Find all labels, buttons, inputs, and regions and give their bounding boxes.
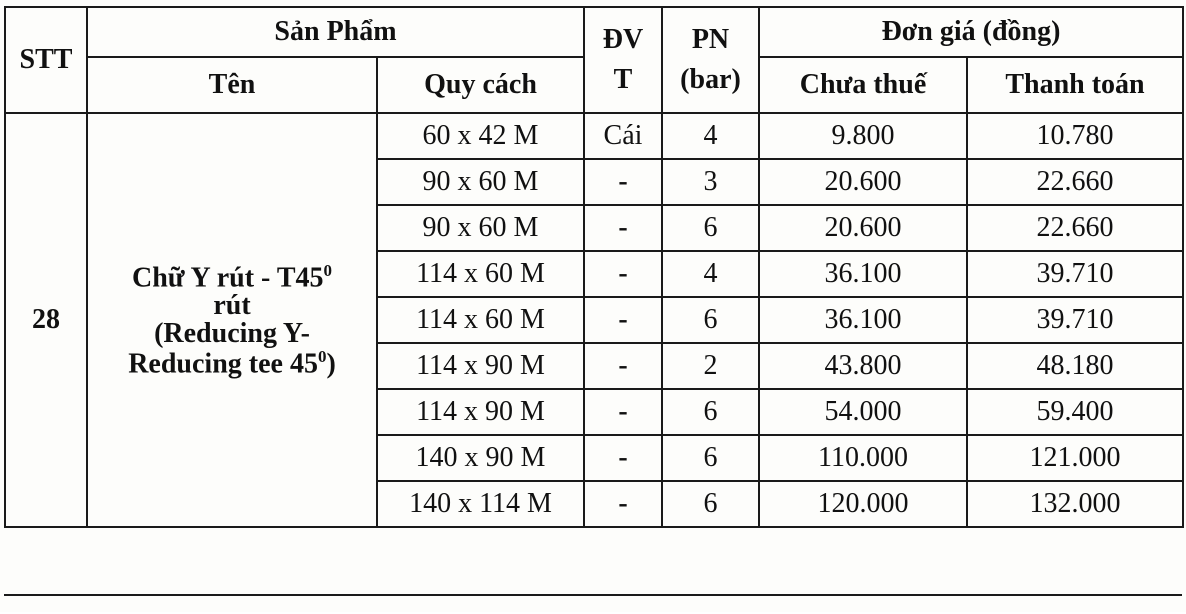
header-price-pre-tax: Chưa thuế (759, 57, 967, 113)
row-unit: - (584, 205, 662, 251)
product-name-line3: (Reducing Y- (154, 318, 310, 349)
row-pn: 6 (662, 297, 759, 343)
product-name-line1-text: Chữ Y rút - T45 (131, 262, 324, 293)
row-unit: - (584, 435, 662, 481)
header-product-group: Sản Phẩm (87, 7, 584, 57)
row-spec: 114 x 90 M (377, 343, 584, 389)
row-price-pre-tax: 20.600 (759, 159, 967, 205)
product-name-line1 (88, 262, 376, 292)
row-unit: Cái (584, 113, 662, 159)
product-name-line2: rút (213, 290, 251, 321)
row-spec: 114 x 60 M (377, 251, 584, 297)
row-price-pre-tax: 9.800 (759, 113, 967, 159)
row-pn: 4 (662, 251, 759, 297)
row-price-total: 10.780 (967, 113, 1183, 159)
row-price-total: 48.180 (967, 343, 1183, 389)
row-price-pre-tax: 20.600 (759, 205, 967, 251)
header-pn (662, 7, 759, 113)
product-name-line4-tail: ) (326, 348, 336, 380)
row-pn: 6 (662, 481, 759, 527)
row-unit: - (584, 297, 662, 343)
header-name: Tên (87, 57, 377, 113)
row-price-pre-tax: 54.000 (759, 389, 967, 435)
row-unit: - (584, 481, 662, 527)
product-name-line4-sup: 0 (317, 347, 327, 366)
row-spec: 114 x 60 M (377, 297, 584, 343)
row-price-total: 39.710 (967, 297, 1183, 343)
row-spec: 140 x 90 M (377, 435, 584, 481)
row-price-total: 132.000 (967, 481, 1183, 527)
row-price-total: 22.660 (967, 205, 1183, 251)
row-spec: 90 x 60 M (377, 205, 584, 251)
row-price-pre-tax: 43.800 (759, 343, 967, 389)
row-price-pre-tax: 110.000 (759, 435, 967, 481)
row-price-pre-tax: 120.000 (759, 481, 967, 527)
group-stt: 28 (5, 113, 87, 527)
header-price-total: Thanh toán (967, 57, 1183, 113)
row-pn: 6 (662, 435, 759, 481)
row-price-total: 59.400 (967, 389, 1183, 435)
header-pn-line2: (bar) (680, 64, 741, 95)
price-table (4, 6, 1184, 528)
row-spec: 140 x 114 M (377, 481, 584, 527)
header-pn-line1: PN (691, 24, 730, 55)
group-product-name (87, 113, 377, 527)
row-spec: 114 x 90 M (377, 389, 584, 435)
row-price-pre-tax: 36.100 (759, 297, 967, 343)
row-pn: 6 (662, 205, 759, 251)
product-name-line4 (88, 348, 376, 378)
header-unit-line2: T (613, 64, 633, 95)
header-spec: Quy cách (377, 57, 584, 113)
row-unit: - (584, 389, 662, 435)
header-price-group: Đơn giá (đồng) (759, 7, 1183, 57)
table-row (5, 113, 1183, 159)
header-unit (584, 7, 662, 113)
header-stt: STT (5, 7, 87, 113)
row-unit: - (584, 251, 662, 297)
row-price-total: 121.000 (967, 435, 1183, 481)
row-pn: 4 (662, 113, 759, 159)
row-unit: - (584, 159, 662, 205)
row-price-total: 39.710 (967, 251, 1183, 297)
product-name-line4-text: Reducing tee 45 (128, 348, 318, 380)
row-pn: 3 (662, 159, 759, 205)
row-unit: - (584, 343, 662, 389)
header-row-1 (5, 7, 1183, 57)
row-spec: 60 x 42 M (377, 113, 584, 159)
product-name-line1-sup: 0 (323, 260, 333, 280)
row-spec: 90 x 60 M (377, 159, 584, 205)
table-body (5, 113, 1183, 527)
row-pn: 6 (662, 389, 759, 435)
row-price-pre-tax: 36.100 (759, 251, 967, 297)
row-pn: 2 (662, 343, 759, 389)
next-row-edge (4, 594, 1182, 614)
header-unit-line1: ĐV (602, 24, 644, 55)
row-price-total: 22.660 (967, 159, 1183, 205)
